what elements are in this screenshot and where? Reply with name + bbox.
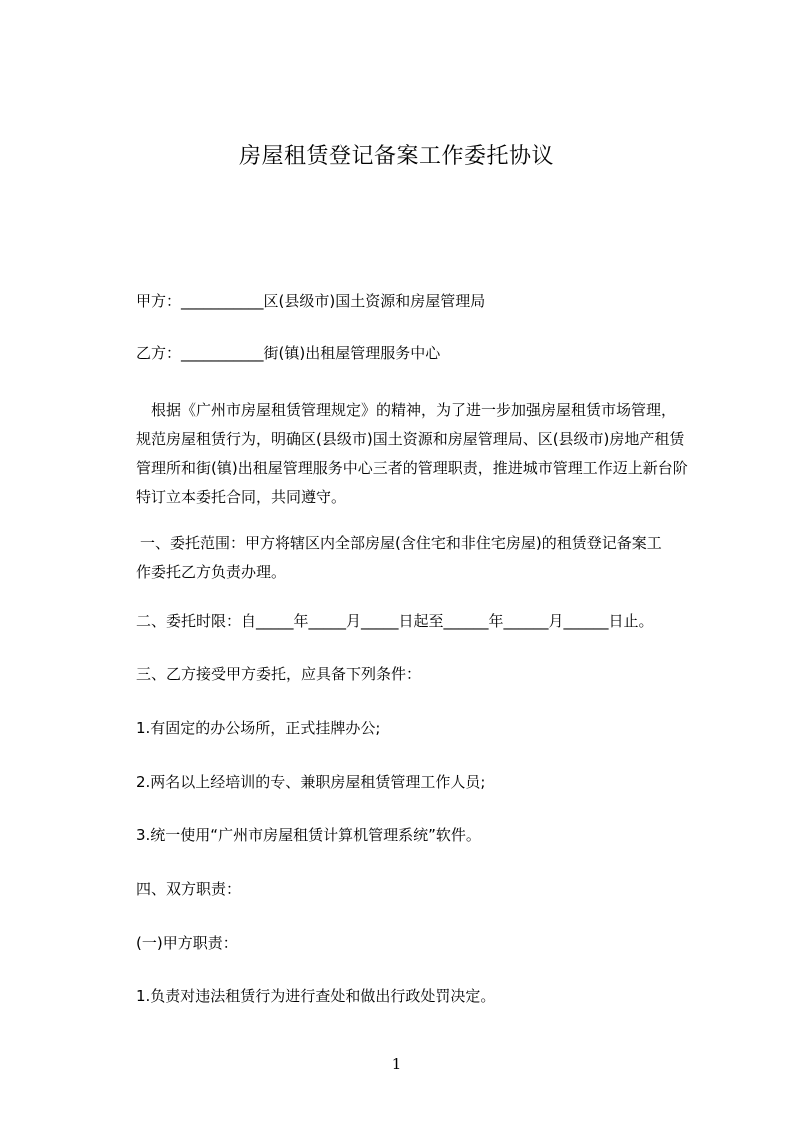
preamble-line-2: 规范房屋租赁行为，明确区(县级市)国土资源和房屋管理局、区(县级市)房地产租赁: [136, 430, 685, 448]
party-a-line: 甲方：___________区(县级市)国土资源和房屋管理局: [136, 292, 486, 310]
subsection-a-heading: (一)甲方职责：: [136, 934, 238, 952]
section-4-item-1: 1.负责对违法租赁行为进行查处和做出行政处罚决定。: [136, 987, 496, 1005]
preamble-line-3: 管理所和街(镇)出租屋管理服务中心三者的管理职责，推进城市管理工作迈上新台阶: [136, 459, 688, 477]
section-3-item-1: 1.有固定的办公场所，正式挂牌办公;: [136, 719, 381, 737]
section-3-item-2: 2.两名以上经培训的专、兼职房屋租赁管理工作人员;: [136, 773, 486, 791]
preamble-line-1: 根据《广州市房屋租赁管理规定》的精神，为了进一步加强房屋租赁市场管理，: [136, 401, 677, 419]
preamble-line-4: 特订立本委托合同，共同遵守。: [136, 488, 347, 506]
section-4-heading: 四、双方职责：: [136, 880, 242, 898]
section-1-line-2: 作委托乙方负责办理。: [136, 563, 287, 581]
section-2-term: 二、委托时限：自_____年_____月_____日起至______年______月______日止。: [136, 612, 654, 630]
section-1-line-1: 一、委托范围：甲方将辖区内全部房屋(含住宅和非住宅房屋)的租赁登记备案工: [140, 534, 662, 552]
section-3-item-3: 3.统一使用“广州市房屋租赁计算机管理系统”软件。: [136, 826, 481, 844]
document-title: 房屋租赁登记备案工作委托协议: [238, 144, 554, 169]
page-number: 1: [391, 1055, 402, 1073]
party-b-line: 乙方：___________街(镇)出租屋管理服务中心: [136, 344, 441, 362]
section-3-heading: 三、乙方接受甲方委托，应具备下列条件：: [136, 665, 422, 683]
